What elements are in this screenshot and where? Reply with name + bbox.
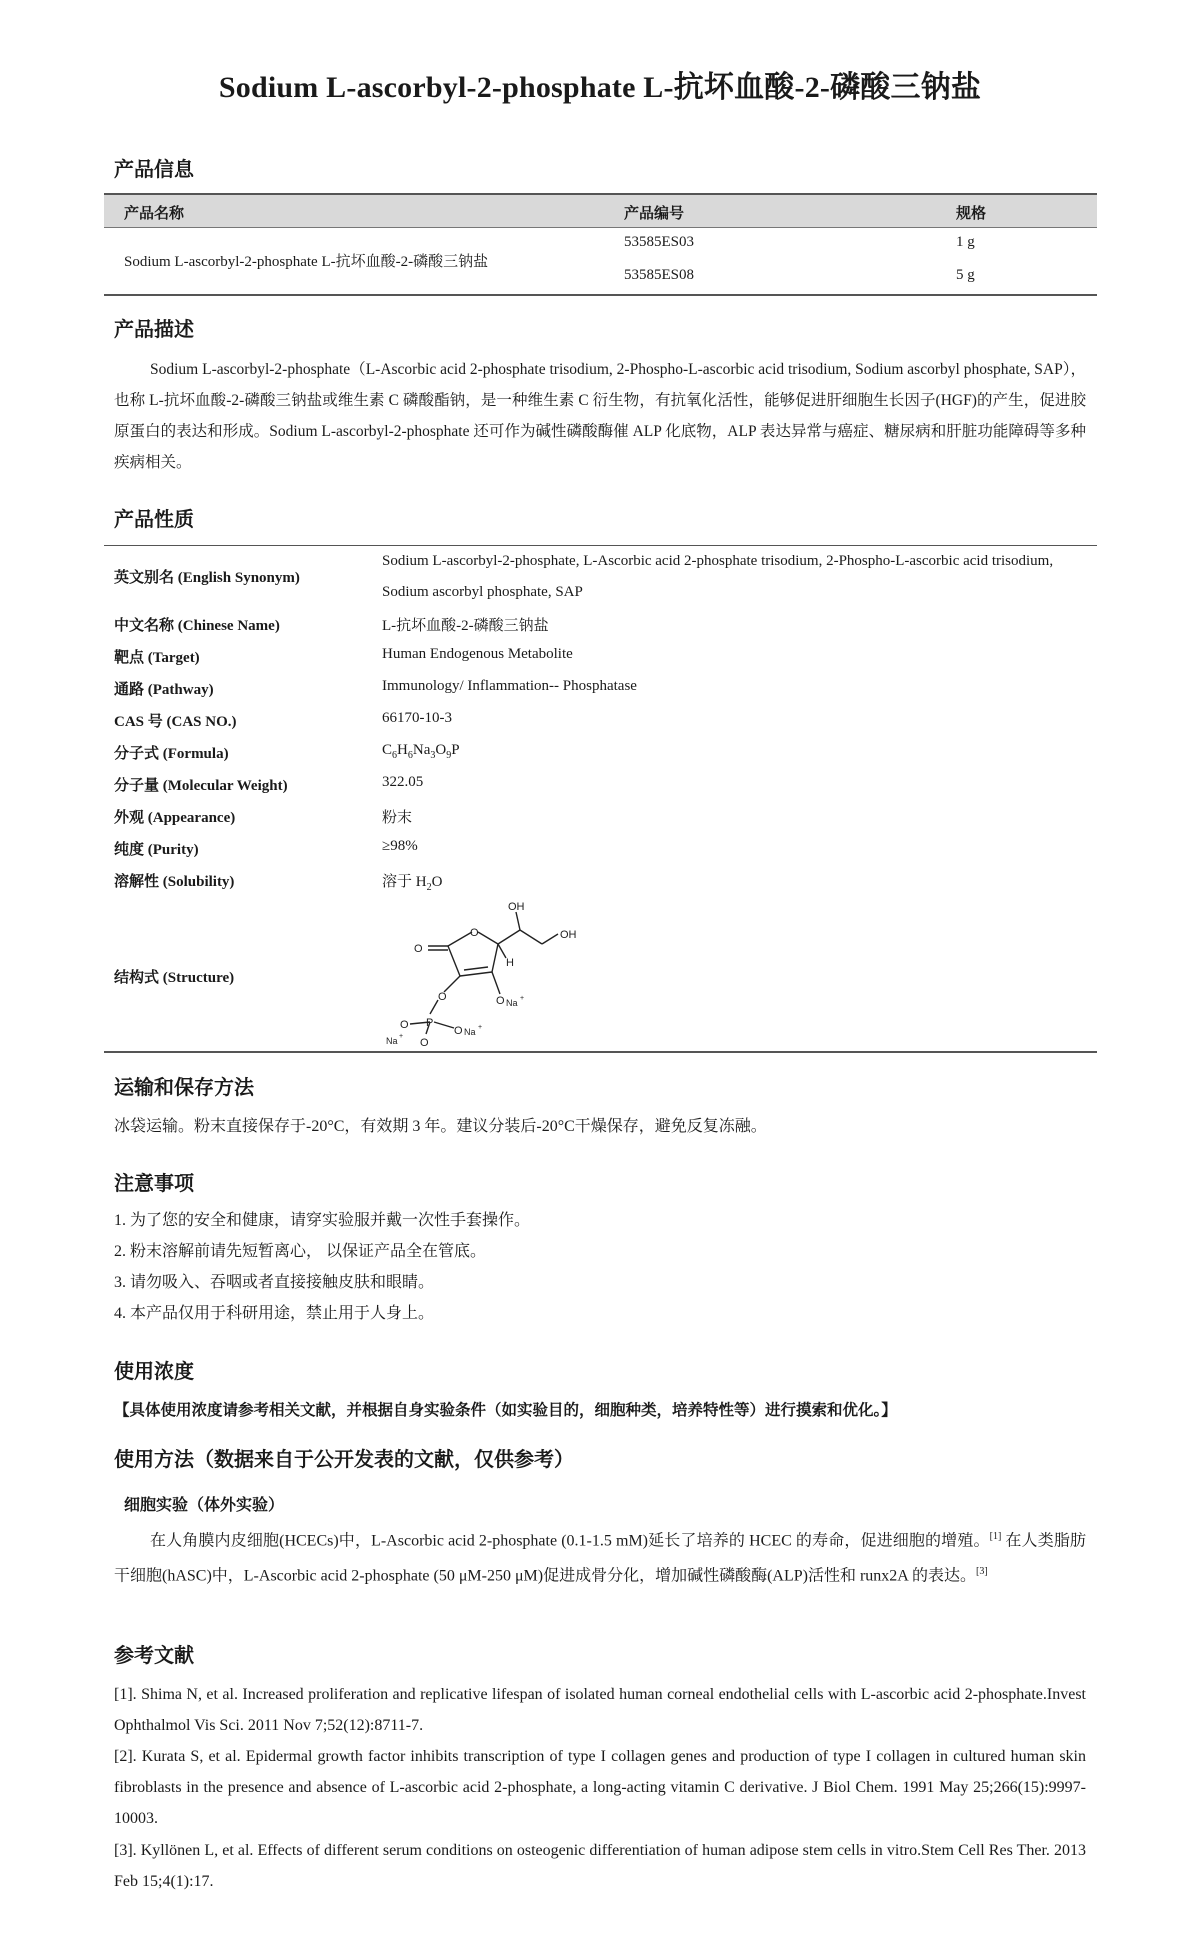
structure-atom-label: Na <box>506 998 518 1008</box>
product-name-cell: Sodium L-ascorbyl-2-phosphate L-抗坏血酸-2-磷酸三钠盐 <box>124 254 489 270</box>
property-label: 分子式 (Formula) <box>114 746 229 762</box>
usage-heading: 使用方法（数据来自于公开发表的文献，仅供参考） <box>114 1449 574 1471</box>
property-label: 纯度 (Purity) <box>114 842 199 858</box>
note-item: 4. 本产品仅用于科研用途，禁止用于人身上。 <box>114 1305 435 1322</box>
property-row <box>104 546 1097 608</box>
reference-item: [1]. Shima N, et al. Increased proliferation and replicative lifespan of isolated human corneal endothelial cells with L-ascorbic acid 2-phosphate.Invest Ophthalmol Vis Sci. 2011 Nov 7;52(12):8711-7. <box>114 1686 1086 1734</box>
structure-atom-label: O <box>438 991 447 1003</box>
storage-text: 冰袋运输。粉末直接保存于-20°C，有效期 3 年。建议分装后-20°C干燥保存，避免反复冻融。 <box>114 1118 767 1135</box>
property-value: Sodium L-ascorbyl-2-phosphate, L-Ascorbic acid 2-phosphate trisodium, 2-Phospho-L-ascorbic acid trisodium, Sodium ascorbyl phosphate, SAP <box>382 553 1054 600</box>
product-info-header-row <box>104 193 1097 228</box>
product-spec-cell: 5 g <box>956 267 975 283</box>
description-heading: 产品描述 <box>114 319 194 341</box>
property-label: 分子量 (Molecular Weight) <box>114 778 288 794</box>
property-value: 66170-10-3 <box>382 710 452 726</box>
structure-atom-label: O <box>496 995 505 1007</box>
concentration-text: 【具体使用浓度请参考相关文献，并根据自身实验条件（如实验目的，细胞种类，培养特性等）进行摸索和优化。】 <box>114 1402 897 1419</box>
structure-diagram <box>382 896 602 1046</box>
property-value: 粉末 <box>382 810 413 826</box>
structure-atom-label: O <box>420 1037 429 1046</box>
concentration-heading: 使用浓度 <box>114 1361 194 1383</box>
properties-heading: 产品性质 <box>114 509 194 531</box>
page-title: Sodium L-ascorbyl-2-phosphate L-抗坏血酸-2-磷酸三钠盐 <box>218 71 982 104</box>
product-info-body-row <box>104 228 1097 296</box>
structure-atom-label: + <box>478 1024 483 1031</box>
note-item: 3. 请勿吸入、吞咽或者直接接触皮肤和眼睛。 <box>114 1274 435 1291</box>
solubility-value: 溶于 $H_2O$ <box>382 874 443 893</box>
col-code-header: 产品编号 <box>624 206 685 222</box>
storage-heading: 运输和保存方法 <box>114 1077 254 1099</box>
structure-atom-label: OH <box>508 901 525 913</box>
property-label: 外观 (Appearance) <box>114 810 236 826</box>
structure-atom-label: + <box>399 1033 404 1040</box>
property-value: Immunology/ Inflammation-- Phosphatase <box>382 678 637 694</box>
reference-item: [2]. Kurata S, et al. Epidermal growth factor inhibits transcription of type I collagen genes and production of type I collagen in cultured human skin fibroblasts in the presence and absence of L-ascorbic acid 2-phosphate, a long-acting vitamin C derivative. J Biol Chem. 1991 May 25;266(15):9997-10003. <box>114 1748 1086 1827</box>
property-label: 溶解性 (Solubility) <box>114 874 235 890</box>
reference-item: [3]. Kyllönen L, et al. Effects of different serum conditions on osteogenic differentiation of human adipose stem cells in vitro.Stem Cell Res Ther. 2013 Feb 15;4(1):17. <box>114 1842 1086 1890</box>
usage-subheading: 细胞实验（体外实验） <box>124 1497 285 1514</box>
product-code-cell: 53585ES03 <box>624 234 695 250</box>
col-spec-header: 规格 <box>956 206 987 222</box>
col-name-header: 产品名称 <box>124 206 185 222</box>
note-item: 2. 粉末溶解前请先短暂离心， 以保证产品全在管底。 <box>114 1243 487 1260</box>
properties-table <box>104 545 1097 1053</box>
product-spec-cell: 1 g <box>956 234 975 250</box>
product-code-cell: 53585ES08 <box>624 267 695 283</box>
property-value: 322.05 <box>382 774 424 790</box>
usage-text: 在人角膜内皮细胞(HCECs)中，L-Ascorbic acid 2-phosphate (0.1-1.5 mM)延长了培养的 HCEC 的寿命，促进细胞的增殖。[1] 在人类脂肪干细胞(hASC)中，L-Ascorbic acid 2-phosphate (50 μM-250 μM)促进成骨分化，增加碱性磷酸酶(ALP)活性和 runx2A 的表达。[3] <box>114 1531 1086 1585</box>
description-text: Sodium L-ascorbyl-2-phosphate（L-Ascorbic acid 2-phosphate trisodium, 2-Phospho-L-ascorbic acid trisodium, Sodium ascorbyl phosphate, SAP），也称 L-抗坏血酸-2-磷酸三钠盐或维生素 C 磷酸酯钠，是一种维生素 C 衍生物，有抗氧化活性，能够促进肝细胞生长因子(HGF)的产生，促进胶原蛋白的表达和形成。Sodium L-ascorbyl-2-phosphate 还可作为碱性磷酸酶催 ALP 化底物，ALP 表达异常与癌症、糖尿病和肝脏功能障碍等多种疾病相关。 <box>114 361 1086 471</box>
property-label: 英文别名 (English Synonym) <box>114 570 300 586</box>
structure-atom-label: P <box>426 1017 434 1029</box>
structure-atom-label: Na <box>464 1027 476 1037</box>
property-value: ≥98% <box>382 838 418 854</box>
structure-atom-label: H <box>506 957 514 969</box>
structure-atom-label: OH <box>560 929 577 941</box>
property-label: 结构式 (Structure) <box>114 970 235 986</box>
structure-atom-label: + <box>520 995 525 1002</box>
property-label: CAS 号 (CAS NO.) <box>114 714 237 730</box>
product-info-table <box>104 193 1097 296</box>
structure-atom-label: O <box>470 927 479 939</box>
structure-atom-label: O <box>400 1019 409 1031</box>
structure-atom-label: O <box>454 1025 463 1037</box>
structure-bonds <box>410 912 558 1034</box>
property-label: 中文名称 (Chinese Name) <box>114 618 280 634</box>
property-value: Human Endogenous Metabolite <box>382 646 573 662</box>
structure-atom-label: O <box>414 943 423 955</box>
references-heading: 参考文献 <box>114 1645 194 1667</box>
property-label: 通路 (Pathway) <box>114 682 214 698</box>
formula-value: $C_6H_6Na_3O_9P$ <box>382 742 460 761</box>
product-info-heading: 产品信息 <box>114 159 194 181</box>
property-value: L-抗坏血酸-2-磷酸三钠盐 <box>382 618 549 634</box>
note-item: 1. 为了您的安全和健康，请穿实验服并戴一次性手套操作。 <box>114 1212 531 1229</box>
property-label: 靶点 (Target) <box>114 650 200 666</box>
notes-heading: 注意事项 <box>114 1173 194 1195</box>
structure-atom-label: Na <box>386 1036 398 1046</box>
